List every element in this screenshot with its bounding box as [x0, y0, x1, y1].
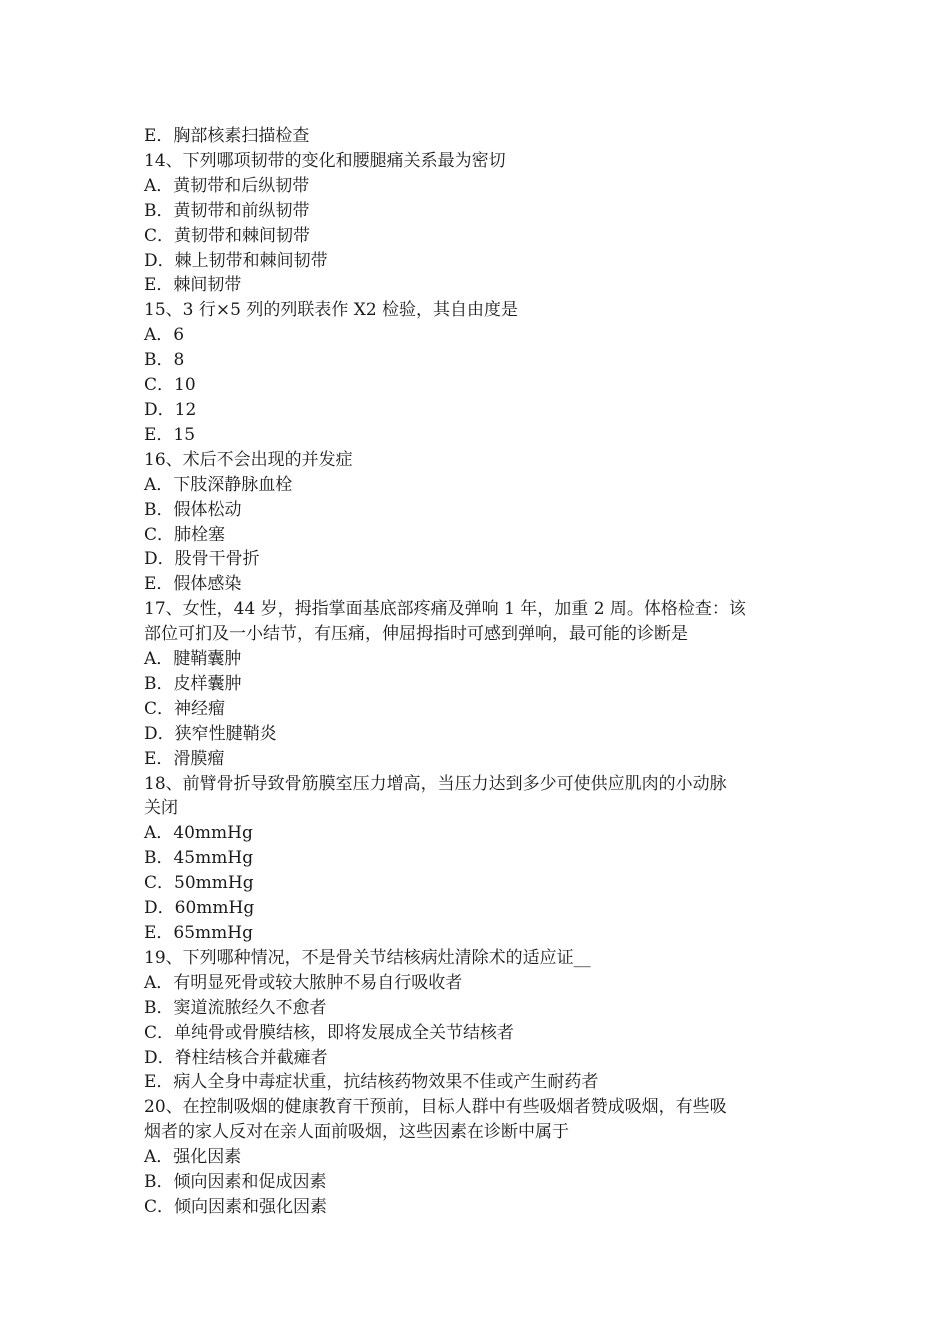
- option-line: E．病人全身中毒症状重，抗结核药物效果不佳或产生耐药者: [144, 1072, 599, 1093]
- option-line: C．单纯骨或骨膜结核，即将发展成全关节结核者: [144, 1022, 515, 1043]
- document-body: [144, 124, 812, 1220]
- question-line: 17、女性，44 岁，拇指掌面基底部疼痛及弹响 1 年，加重 2 周。体格检查：该: [144, 599, 746, 620]
- option-line: C．肺栓塞: [144, 524, 226, 545]
- question-line: 18、前臂骨折导致骨筋膜室压力增高，当压力达到多少可使供应肌肉的小动脉: [144, 773, 727, 794]
- question-line: 19、下列哪种情况，不是骨关节结核病灶清除术的适应证__: [144, 947, 591, 968]
- option-line: E．滑膜瘤: [144, 748, 225, 769]
- option-line: D．60mmHg: [144, 898, 255, 919]
- option-line: A．下肢深静脉血栓: [144, 474, 293, 495]
- option-line: D．12: [144, 399, 197, 420]
- option-line: C．倾向因素和强化因素: [144, 1196, 328, 1217]
- option-line: A．有明显死骨或较大脓肿不易自行吸收者: [144, 972, 463, 993]
- option-line: E．胸部核素扫描检查: [144, 126, 310, 146]
- option-line: B．45mmHg: [144, 848, 254, 869]
- option-line: C．神经瘤: [144, 698, 226, 719]
- question-continuation-line: 关闭: [144, 798, 178, 819]
- option-line: C．10: [144, 375, 196, 396]
- option-line: D．股骨干骨折: [144, 549, 260, 570]
- option-line: B．黄韧带和前纵韧带: [144, 200, 310, 221]
- question-line: 15、3 行×5 列的列联表作 X2 检验，其自由度是: [144, 300, 519, 321]
- option-line: A．黄韧带和后纵韧带: [144, 175, 310, 196]
- option-line: A．40mmHg: [144, 823, 253, 844]
- option-line: B．窦道流脓经久不愈者: [144, 997, 327, 1018]
- option-line: E．假体感染: [144, 574, 242, 595]
- option-line: B．8: [144, 350, 185, 371]
- option-line: D．脊柱结核合并截瘫者: [144, 1047, 328, 1068]
- question-line: 20、在控制吸烟的健康教育干预前，目标人群中有些吸烟者赞成吸烟，有些吸: [144, 1097, 727, 1118]
- option-line: C．黄韧带和棘间韧带: [144, 225, 311, 246]
- question-line: 16、术后不会出现的并发症: [144, 449, 353, 470]
- option-line: A．6: [144, 325, 185, 346]
- question-continuation-line: 部位可扪及一小结节，有压痛，伸屈拇指时可感到弹响，最可能的诊断是: [144, 624, 688, 645]
- option-line: B．皮样囊肿: [144, 673, 242, 694]
- option-line: A．强化因素: [144, 1147, 242, 1168]
- option-line: C．50mmHg: [144, 873, 254, 894]
- option-line: E．棘间韧带: [144, 275, 242, 296]
- option-line: D．棘上韧带和棘间韧带: [144, 250, 328, 271]
- option-line: E．15: [144, 424, 196, 445]
- option-line: E．65mmHg: [144, 923, 253, 943]
- option-line: D．狭窄性腱鞘炎: [144, 723, 277, 744]
- question-line: 14、下列哪项韧带的变化和腰腿痛关系最为密切: [144, 150, 506, 171]
- option-line: B．假体松动: [144, 499, 242, 520]
- option-line: A．腱鞘囊肿: [144, 649, 242, 670]
- option-line: B．倾向因素和促成因素: [144, 1172, 327, 1193]
- question-continuation-line: 烟者的家人反对在亲人面前吸烟，这些因素在诊断中属于: [144, 1122, 569, 1143]
